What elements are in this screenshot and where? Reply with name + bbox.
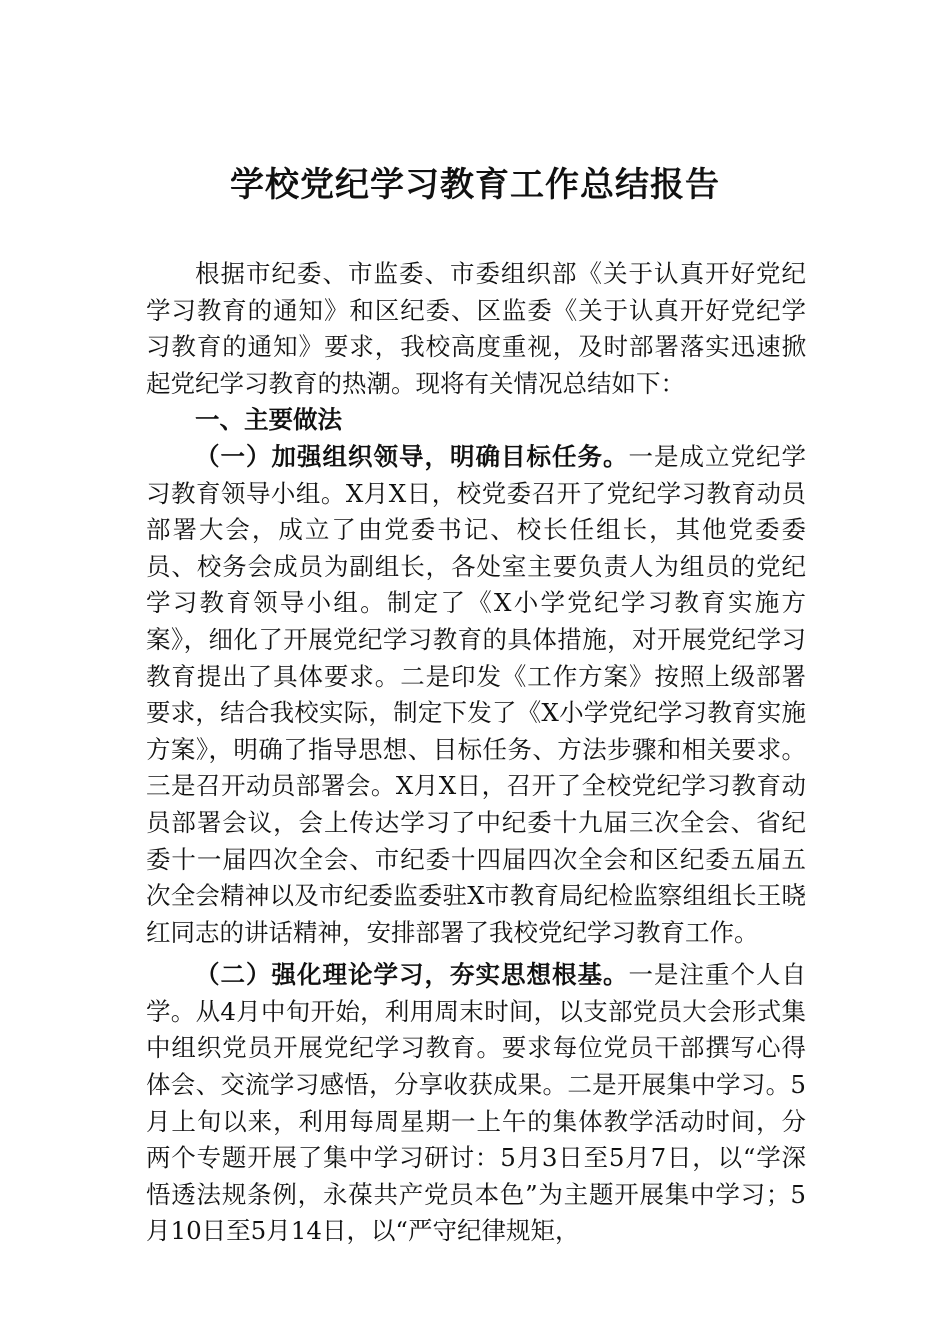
paragraph-body-organization: 一是成立党纪学习教育领导小组。X月X日，校党委召开了党纪学习教育动员部署大会，成立了由党委书记、校长任组长，其他党委委员、校务会成员为副组长，各处室主要负责人为组员的党纪学习教育领导小组。制定了《X小学党纪学习教育实施方案》，细化了开展党纪学习教育的具体措施，对开展党纪学习教育提出了具体要求。二是印发《工作方案》按照上级部署要求，结合我校实际，制定下发了《X小学党纪学习教育实施方案》，明确了指导思想、目标任务、方法步骤和相关要求。三是召开动员部署会。X月X日，召开了全校党纪学习教育动员部署会议，会上传达学习了中纪委十九届三次全会、省纪委十一届四次全会、市纪委十四届四次全会和区纪委五届五次全会精神以及市纪委监委驻X市教育局纪检监察组组长王晓红同志的讲话精神，安排部署了我校党纪学习教育工作。 [146,441,806,947]
section-heading-main-practices: 一、主要做法 [195,405,342,435]
document-body [146,256,806,1250]
paragraph-lead-organization: （一）加强组织领导，明确目标任务。 [195,441,629,471]
paragraph-body-theory: 一是注重个人自学。从4月中旬开始，利用周末时间，以支部党员大会形式集中组织党员开展党纪学习教育。要求每位党员干部撰写心得体会、交流学习感悟，分享收获成果。二是开展集中学习。5月上旬以来，利用每周星期一上午的集体教学活动时间，分两个专题开展了集中学习研讨：5月3日至5月7日，以“学深悟透法规条例，永葆共产党员本色”为主题开展集中学习；5月10日至5月14日，以“严守纪律规矩， [146,960,806,1246]
document-title: 学校党纪学习教育工作总结报告 [230,165,720,205]
paragraph-organization-leadership [146,439,806,951]
paragraph-theory-study [146,957,806,1250]
paragraph-lead-theory: （二）强化理论学习，夯实思想根基。 [195,960,629,990]
intro-paragraph: 根据市纪委、市监委、市委组织部《关于认真开好党纪学习教育的通知》和区纪委、区监委《关于认真开好党纪学习教育的通知》要求，我校高度重视，及时部署落实迅速掀起党纪学习教育的热潮。现将有关情况总结如下： [146,259,806,398]
